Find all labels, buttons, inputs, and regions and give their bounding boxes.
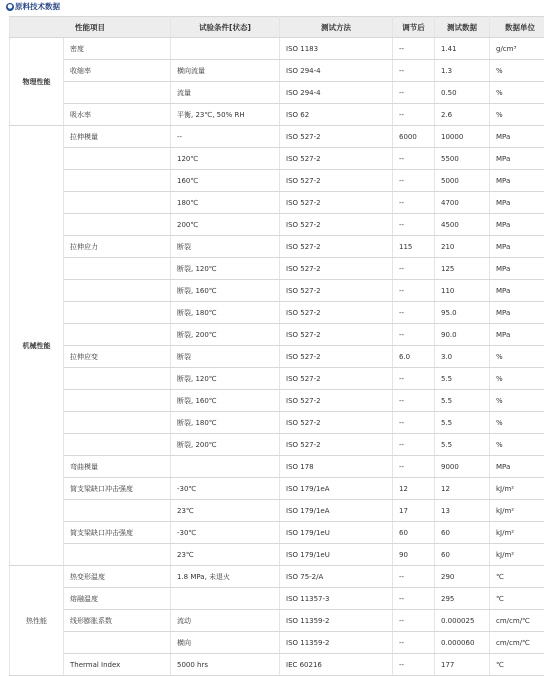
cell-method: ISO 527-2 [280, 214, 393, 236]
cell-method: ISO 527-2 [280, 258, 393, 280]
cell-method: ISO 527-2 [280, 236, 393, 258]
cell-property [64, 258, 171, 280]
table-row [10, 346, 544, 368]
cell-property [64, 82, 171, 104]
cell-conditioned: -- [393, 434, 435, 456]
section-title [6, 1, 60, 13]
cell-value: 110 [435, 280, 490, 302]
cell-property: Thermal Index [64, 654, 171, 676]
cell-unit: % [490, 368, 544, 390]
cell-conditioned: 6000 [393, 126, 435, 148]
cell-unit: cm/cm/℃ [490, 632, 544, 654]
header-unit: 数据单位 [490, 17, 544, 38]
table-row [10, 412, 544, 434]
cell-conditioned: 115 [393, 236, 435, 258]
cell-property: 密度 [64, 38, 171, 60]
cell-property: 线形膨胀系数 [64, 610, 171, 632]
cell-value: 290 [435, 566, 490, 588]
cell-method: ISO 179/1eA [280, 478, 393, 500]
cell-value: 5.5 [435, 434, 490, 456]
cell-conditioned: -- [393, 280, 435, 302]
cell-conditioned: -- [393, 38, 435, 60]
table-row [10, 522, 544, 544]
cell-conditioned: -- [393, 368, 435, 390]
cell-condition: 断裂, 200℃ [171, 324, 280, 346]
cell-condition: 200℃ [171, 214, 280, 236]
table-row [10, 192, 544, 214]
table-row [10, 610, 544, 632]
cell-value: 95.0 [435, 302, 490, 324]
cell-value: 90.0 [435, 324, 490, 346]
cell-condition: 断裂, 160℃ [171, 390, 280, 412]
cell-unit: kJ/m² [490, 544, 544, 566]
cell-condition: -- [171, 126, 280, 148]
cell-conditioned: -- [393, 192, 435, 214]
cell-value: 0.50 [435, 82, 490, 104]
cell-method: ISO 11359-2 [280, 632, 393, 654]
group-label: 机械性能 [10, 126, 64, 566]
cell-property: 拉伸应变 [64, 346, 171, 368]
cell-method: ISO 1183 [280, 38, 393, 60]
table-row [10, 588, 544, 610]
cell-property [64, 500, 171, 522]
cell-unit: % [490, 346, 544, 368]
cell-unit: MPa [490, 214, 544, 236]
cell-unit: ℃ [490, 566, 544, 588]
cell-condition: 1.8 MPa, 未退火 [171, 566, 280, 588]
cell-unit: kJ/m² [490, 522, 544, 544]
cell-method: ISO 75-2/A [280, 566, 393, 588]
cell-conditioned: -- [393, 588, 435, 610]
header-condition: 试验条件[状态] [171, 17, 280, 38]
cell-property [64, 632, 171, 654]
cell-method: ISO 527-2 [280, 192, 393, 214]
cell-unit: MPa [490, 324, 544, 346]
table-row [10, 654, 544, 676]
table-row [10, 390, 544, 412]
cell-conditioned: 17 [393, 500, 435, 522]
cell-condition: 流动 [171, 610, 280, 632]
cell-method: ISO 294-4 [280, 60, 393, 82]
cell-condition [171, 588, 280, 610]
cell-condition: 横向 [171, 632, 280, 654]
cell-condition: 120℃ [171, 148, 280, 170]
cell-condition: 断裂 [171, 236, 280, 258]
cell-unit: MPa [490, 280, 544, 302]
table-row [10, 632, 544, 654]
cell-property: 简支梁缺口冲击强度 [64, 478, 171, 500]
group-label: 物理性能 [10, 38, 64, 126]
cell-value: 4700 [435, 192, 490, 214]
cell-method: ISO 179/1eU [280, 522, 393, 544]
cell-value: 177 [435, 654, 490, 676]
cell-value: 13 [435, 500, 490, 522]
cell-condition: 流量 [171, 82, 280, 104]
cell-condition [171, 456, 280, 478]
header-method: 测试方法 [280, 17, 393, 38]
cell-condition: -30℃ [171, 478, 280, 500]
cell-value: 3.0 [435, 346, 490, 368]
cell-condition: 断裂, 200℃ [171, 434, 280, 456]
cell-property: 拉伸应力 [64, 236, 171, 258]
cell-value: 5.5 [435, 412, 490, 434]
cell-value: 5000 [435, 170, 490, 192]
cell-unit: % [490, 412, 544, 434]
cell-conditioned: -- [393, 214, 435, 236]
cell-conditioned: -- [393, 324, 435, 346]
table-row [10, 302, 544, 324]
cell-conditioned: -- [393, 60, 435, 82]
cell-value: 295 [435, 588, 490, 610]
cell-property [64, 280, 171, 302]
cell-condition: 断裂 [171, 346, 280, 368]
cell-method: ISO 527-2 [280, 148, 393, 170]
cell-value: 9000 [435, 456, 490, 478]
cell-value: 12 [435, 478, 490, 500]
cell-value: 4500 [435, 214, 490, 236]
cell-unit: g/cm³ [490, 38, 544, 60]
cell-conditioned: -- [393, 566, 435, 588]
table-row [10, 478, 544, 500]
cell-unit: kJ/m² [490, 500, 544, 522]
table-row [10, 500, 544, 522]
cell-property [64, 434, 171, 456]
table-row [10, 544, 544, 566]
cell-property [64, 368, 171, 390]
table-row [10, 60, 544, 82]
cell-method: ISO 179/1eA [280, 500, 393, 522]
cell-unit: ℃ [490, 588, 544, 610]
cell-method: ISO 527-2 [280, 170, 393, 192]
cell-unit: MPa [490, 126, 544, 148]
cell-conditioned: -- [393, 412, 435, 434]
cell-method: ISO 178 [280, 456, 393, 478]
table-row [10, 566, 544, 588]
cell-property [64, 324, 171, 346]
cell-condition: -30℃ [171, 522, 280, 544]
section-title-text: 原料技术数据 [15, 2, 60, 11]
cell-value: 125 [435, 258, 490, 280]
circle-bullet-icon: ● [6, 3, 14, 11]
cell-condition: 断裂, 120℃ [171, 258, 280, 280]
table-row [10, 82, 544, 104]
table-row [10, 236, 544, 258]
cell-method: ISO 11359-2 [280, 610, 393, 632]
cell-conditioned: -- [393, 654, 435, 676]
table-body [10, 38, 544, 676]
cell-property: 拉伸模量 [64, 126, 171, 148]
cell-unit: kJ/m² [490, 478, 544, 500]
cell-property [64, 302, 171, 324]
cell-property [64, 214, 171, 236]
cell-value: 10000 [435, 126, 490, 148]
cell-unit: % [490, 104, 544, 126]
cell-condition: 横向流量 [171, 60, 280, 82]
cell-value: 5.5 [435, 390, 490, 412]
cell-property: 简支梁缺口冲击强度 [64, 522, 171, 544]
cell-value: 60 [435, 544, 490, 566]
cell-conditioned: 90 [393, 544, 435, 566]
cell-conditioned: 6.0 [393, 346, 435, 368]
table-row [10, 214, 544, 236]
material-data-table [9, 16, 544, 676]
cell-property [64, 390, 171, 412]
cell-conditioned: -- [393, 104, 435, 126]
cell-conditioned: -- [393, 456, 435, 478]
group-label: 热性能 [10, 566, 64, 676]
cell-value: 1.3 [435, 60, 490, 82]
cell-value: 5.5 [435, 368, 490, 390]
cell-condition: 160℃ [171, 170, 280, 192]
cell-condition: 断裂, 160℃ [171, 280, 280, 302]
cell-conditioned: 12 [393, 478, 435, 500]
cell-condition: 平衡, 23℃, 50% RH [171, 104, 280, 126]
cell-value: 210 [435, 236, 490, 258]
cell-condition: 23℃ [171, 544, 280, 566]
cell-condition: 5000 hrs [171, 654, 280, 676]
table-row [10, 258, 544, 280]
cell-method: ISO 527-2 [280, 346, 393, 368]
cell-condition [171, 38, 280, 60]
table-row [10, 104, 544, 126]
cell-condition: 180℃ [171, 192, 280, 214]
table-row [10, 280, 544, 302]
cell-method: ISO 527-2 [280, 412, 393, 434]
cell-conditioned: -- [393, 148, 435, 170]
cell-condition: 断裂, 120℃ [171, 368, 280, 390]
cell-condition: 断裂, 180℃ [171, 412, 280, 434]
cell-value: 60 [435, 522, 490, 544]
cell-conditioned: -- [393, 170, 435, 192]
cell-unit: MPa [490, 170, 544, 192]
cell-property [64, 412, 171, 434]
table-row [10, 148, 544, 170]
cell-conditioned: -- [393, 82, 435, 104]
table-row [10, 434, 544, 456]
cell-value: 0.000025 [435, 610, 490, 632]
cell-conditioned: -- [393, 302, 435, 324]
cell-condition: 23℃ [171, 500, 280, 522]
cell-method: ISO 527-2 [280, 368, 393, 390]
cell-unit: MPa [490, 456, 544, 478]
cell-method: ISO 527-2 [280, 390, 393, 412]
cell-method: ISO 11357-3 [280, 588, 393, 610]
cell-unit: % [490, 390, 544, 412]
cell-method: IEC 60216 [280, 654, 393, 676]
cell-unit: % [490, 60, 544, 82]
cell-value: 5500 [435, 148, 490, 170]
table-row [10, 126, 544, 148]
cell-unit: % [490, 434, 544, 456]
cell-conditioned: 60 [393, 522, 435, 544]
cell-unit: MPa [490, 148, 544, 170]
cell-property: 弯曲模量 [64, 456, 171, 478]
header-value: 测试数据 [435, 17, 490, 38]
cell-property [64, 170, 171, 192]
cell-conditioned: -- [393, 632, 435, 654]
cell-unit: MPa [490, 236, 544, 258]
cell-value: 0.000060 [435, 632, 490, 654]
cell-unit: MPa [490, 258, 544, 280]
table-row [10, 456, 544, 478]
cell-conditioned: -- [393, 390, 435, 412]
cell-condition: 断裂, 180℃ [171, 302, 280, 324]
cell-method: ISO 294-4 [280, 82, 393, 104]
cell-conditioned: -- [393, 258, 435, 280]
cell-property [64, 192, 171, 214]
cell-method: ISO 527-2 [280, 280, 393, 302]
cell-unit: MPa [490, 192, 544, 214]
table-header-row [10, 17, 544, 38]
cell-property [64, 544, 171, 566]
header-conditioned: 调节后 [393, 17, 435, 38]
cell-property: 熔融温度 [64, 588, 171, 610]
cell-method: ISO 62 [280, 104, 393, 126]
cell-conditioned: -- [393, 610, 435, 632]
cell-property: 热变形温度 [64, 566, 171, 588]
cell-method: ISO 527-2 [280, 302, 393, 324]
table-row [10, 368, 544, 390]
cell-unit: MPa [490, 302, 544, 324]
cell-unit: % [490, 82, 544, 104]
cell-method: ISO 179/1eU [280, 544, 393, 566]
cell-unit: ℃ [490, 654, 544, 676]
cell-value: 1.41 [435, 38, 490, 60]
header-property: 性能项目 [10, 17, 171, 38]
cell-property: 吸水率 [64, 104, 171, 126]
cell-method: ISO 527-2 [280, 324, 393, 346]
table-row [10, 324, 544, 346]
cell-property [64, 148, 171, 170]
cell-property: 收缩率 [64, 60, 171, 82]
cell-unit: cm/cm/℃ [490, 610, 544, 632]
table-row [10, 170, 544, 192]
cell-method: ISO 527-2 [280, 434, 393, 456]
cell-method: ISO 527-2 [280, 126, 393, 148]
table-row [10, 38, 544, 60]
cell-value: 2.6 [435, 104, 490, 126]
